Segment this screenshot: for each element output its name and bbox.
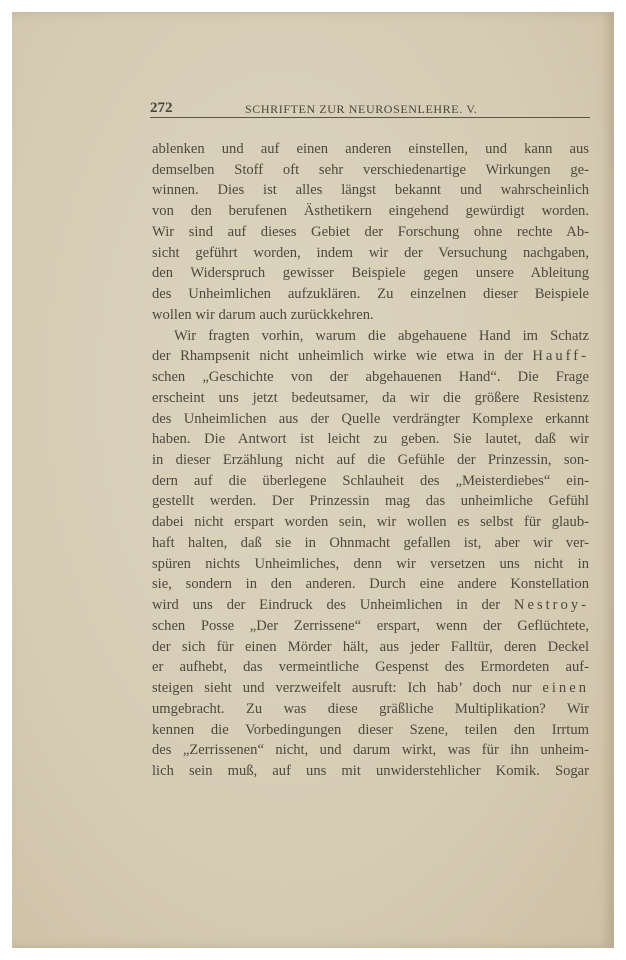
text-segment: schen „Geschichte von der abgehauenen Hand“. Die Frage <box>152 369 589 386</box>
text-segment: dern auf die überlegene Schlauheit des „Meisterdiebes“ ein- <box>152 472 589 489</box>
running-title: SCHRIFTEN ZUR NEUROSENLEHRE. V. <box>245 102 478 116</box>
text-segment: haft halten, daß sie in Ohnmacht gefallen ist, aber wir ver- <box>152 534 589 551</box>
emphasized-text: einen <box>542 680 589 697</box>
text-segment: des „Zerrissenen“ nicht, und darum wirkt, was für ihn unheim- <box>152 742 589 759</box>
text-line <box>152 346 589 367</box>
text-line <box>152 761 589 782</box>
text-segment: lich sein muß, auf uns mit unwiderstehlicher Komik. Sogar <box>152 763 589 780</box>
text-segment: Wir sind auf dieses Gebiet der Forschung ohne rechte Ab- <box>152 223 589 240</box>
text-line <box>152 160 589 181</box>
text-line <box>152 678 589 699</box>
text-segment: wollen wir darum auch zurückkehren. <box>152 306 374 323</box>
text-line <box>152 574 589 595</box>
text-segment: der Rhampsenit nicht unheimlich wirke wie etwa in der <box>152 348 533 365</box>
text-line <box>152 637 589 658</box>
text-line <box>152 595 589 616</box>
text-segment: der sich für einen Mörder hält, aus jeder Falltür, deren Deckel <box>152 638 589 655</box>
text-line <box>152 616 589 637</box>
text-segment: kennen die Vorbedingungen dieser Szene, teilen den Irrtum <box>152 721 589 738</box>
book-page <box>12 12 614 948</box>
text-segment: sicht geführt worden, indem wir der Versuchung nachgaben, <box>152 244 589 261</box>
text-line <box>152 533 589 554</box>
text-line <box>152 243 589 264</box>
text-segment: Wir fragten vorhin, warum die abgehauene Hand im Schatz <box>174 327 589 344</box>
text-segment: in dieser Erzählung nicht auf die Gefühle der Prinzessin, son- <box>152 452 589 469</box>
text-segment: spüren nichts Unheimliches, denn wir versetzen uns nicht in <box>152 555 589 572</box>
text-segment: dabei nicht erspart worden sein, wir wollen es selbst für glaub- <box>152 514 589 531</box>
text-segment: des Unheimlichen aufzuklären. Zu einzelnen dieser Beispiele <box>152 286 589 303</box>
text-segment: gestellt werden. Der Prinzessin mag das unheimliche Gefühl <box>152 493 589 510</box>
emphasized-text: Nestroy- <box>513 597 589 614</box>
text-segment: schen Posse „Der Zerrissene“ erspart, wenn der Geflüchtete, <box>152 617 589 634</box>
text-line <box>152 367 589 388</box>
text-line <box>152 491 589 512</box>
text-line <box>152 388 589 409</box>
page-header <box>150 100 590 118</box>
text-line <box>152 429 589 450</box>
text-line <box>152 554 589 575</box>
page-number: 272 <box>150 100 173 116</box>
text-line <box>152 699 589 720</box>
text-segment: sie, sondern in den anderen. Durch eine andere Konstellation <box>152 576 589 593</box>
text-segment: winnen. Dies ist alles längst bekannt und wahrscheinlich <box>152 182 589 199</box>
text-line <box>152 180 589 201</box>
body-text <box>152 139 589 782</box>
text-segment: demselben Stoff oft sehr verschiedenartige Wirkungen ge- <box>152 161 589 178</box>
text-segment: steigen sieht und verzweifelt ausruft: Ich hab’ doch nur <box>152 680 543 697</box>
text-line <box>152 657 589 678</box>
text-line <box>152 222 589 243</box>
emphasized-text: Hauff- <box>532 348 589 365</box>
text-line <box>152 326 589 347</box>
text-segment: haben. Die Antwort ist leicht zu geben. Sie lautet, daß wir <box>152 431 589 448</box>
text-line <box>152 284 589 305</box>
text-segment: ablenken und auf einen anderen einstellen, und kann aus <box>152 141 589 157</box>
text-segment: umgebracht. Zu was diese gräßliche Multiplikation? Wir <box>152 700 589 717</box>
text-segment: von den berufenen Ästhetikern eingehend gewürdigt worden. <box>152 203 589 220</box>
text-line <box>152 720 589 741</box>
text-line <box>152 450 589 471</box>
text-line <box>152 263 589 284</box>
text-line <box>152 201 589 222</box>
text-segment: erscheint uns jetzt bedeutsamer, da wir die größere Resistenz <box>152 389 589 406</box>
text-line <box>152 471 589 492</box>
header-rule <box>150 117 590 118</box>
text-line <box>152 740 589 761</box>
text-line <box>152 409 589 430</box>
text-line <box>152 305 589 326</box>
text-segment: den Widerspruch gewisser Beispiele gegen unsere Ableitung <box>152 265 589 282</box>
text-line <box>152 139 589 160</box>
text-segment: er aufhebt, das vermeintliche Gespenst des Ermordeten auf- <box>152 659 589 676</box>
text-segment: des Unheimlichen aus der Quelle verdrängter Komplexe erkannt <box>152 410 589 427</box>
text-segment: wird uns der Eindruck des Unheimlichen in der <box>152 597 514 614</box>
text-line <box>152 512 589 533</box>
